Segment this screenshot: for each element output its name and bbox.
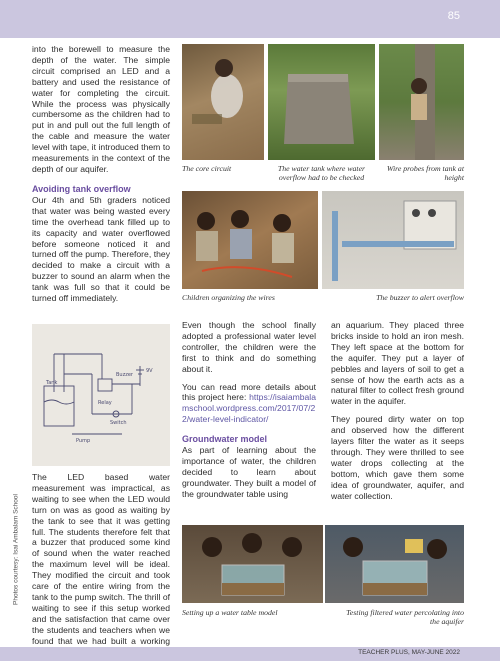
circuit-diagram-sketch xyxy=(32,324,170,466)
overflow-paragraph: Our 4th and 5th graders noticed that water was being wasted every time the overhead tank filled up to its capacity and water overflowed before someone noticed it and turned off the pump. Therefore, they decided to make a circuit with a buzzer to sound an alarm when the tank was full so that it could be turned off immediately. xyxy=(32,194,170,304)
column-3-text xyxy=(331,320,464,502)
read-more-lead: You can read more details about this project here: xyxy=(182,381,316,403)
caption-core-circuit: The core circuit xyxy=(182,164,232,173)
project-link[interactable]: https://isaiambalamschool.wordpress.com/2017/07/22/water-level-indicator/ xyxy=(182,392,316,425)
groundwater-paragraph: As part of learning about the importance of water, the children decided to learn about groundwater. They built a model of the groundwater table using xyxy=(182,445,316,499)
caption-testing-filtered-water: Testing filtered water percolating into the aquifer xyxy=(346,608,464,626)
aquarium-paragraph: an aquarium. They placed three bricks inside to hold an iron mesh. They left space at the bottom for the aquifer. They put a layer of pebbles and layers of soil to get a sense of how the earth acts as a natural filter to collect fresh ground water in the aquifer. xyxy=(331,320,464,407)
diagram-label: Pump xyxy=(76,438,91,444)
caption-organizing-wires: Children organizing the wires xyxy=(182,293,275,302)
intro-paragraph: into the borewell to measure the depth of the water. The simple circuit comprised an LED and a battery and used the resistance of water for completing the circuit. While the process was physically cumbersome as the children had to put in and pull out the full length of the cable and measure the water level with tape, it introduced them to measurements in the context of the depth of our aquifer. xyxy=(32,44,170,174)
diagram-label: 9V xyxy=(146,368,153,374)
top-banner xyxy=(0,0,500,38)
photo-credit: Photos courtesy: Isai Ambalam School xyxy=(12,494,20,605)
diagram-label: Switch xyxy=(110,420,127,426)
photo-core-circuit xyxy=(182,44,264,160)
diagram-label: Tank xyxy=(46,380,58,386)
footer-text: TEACHER PLUS, MAY-JUNE 2022 xyxy=(358,649,460,656)
photo-water-table-model xyxy=(182,525,323,603)
diagram-label: Relay xyxy=(98,400,112,406)
led-buzzer-paragraph: The LED based water measurement was impractical, as waiting to see when the LED would turn on was as good as waiting by the tank to see that it was getting full. The students therefore felt that a buzzer that produced some kind of sound when the water reached the maximum level will be ideal. They modified the circuit and took care of the entire wiring from the tank to the pump switch. The thrill of waiting to see if this setup worked and the satisfaction that came over the students and teachers when we found that we had built a working xyxy=(32,472,170,646)
read-more-paragraph xyxy=(182,382,316,426)
photo-children-organizing-wires xyxy=(182,191,318,289)
footer-banner xyxy=(0,647,500,661)
dirty-water-paragraph: They poured dirty water on top and observed how the different layers filter the water as it seeps through. They were thrilled to see water drops collecting at the bottom, which gave them some idea of groundwater, aquifer, and water collection. xyxy=(331,414,464,501)
column-1-bottom-text xyxy=(32,472,170,657)
page-number: 85 xyxy=(447,10,460,22)
photo-wire-probes xyxy=(379,44,464,160)
heading-groundwater-model: Groundwater model xyxy=(182,434,268,445)
photo-buzzer xyxy=(322,191,464,289)
column-2-text xyxy=(182,320,316,500)
diagram-label: Buzzer xyxy=(116,372,133,378)
caption-buzzer: The buzzer to alert overflow xyxy=(376,293,464,302)
caption-water-table-model: Setting up a water table model xyxy=(182,608,278,617)
photo-water-tank xyxy=(268,44,375,160)
column-1-text xyxy=(32,44,170,304)
caption-water-tank: The water tank where water overflow had to be checked xyxy=(277,164,366,182)
controller-paragraph: Even though the school finally adopted a professional water level controller, the children were the first to think and do something about it. xyxy=(182,320,316,374)
caption-wire-probes: Wire probes from tank at height xyxy=(386,164,464,182)
heading-avoiding-tank-overflow: Avoiding tank overflow xyxy=(32,183,131,194)
photo-testing-filtered-water xyxy=(325,525,464,603)
